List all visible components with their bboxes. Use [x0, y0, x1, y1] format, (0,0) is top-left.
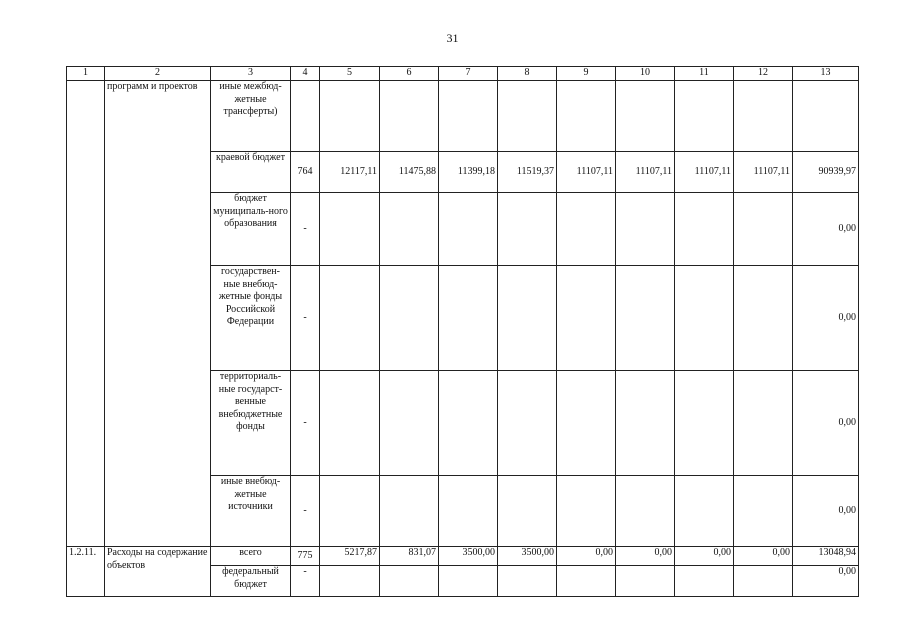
column-header: 4 [291, 67, 320, 81]
column-header: 8 [498, 67, 557, 81]
value-cell [557, 266, 616, 371]
value-cell [734, 476, 793, 547]
value-cell [675, 81, 734, 152]
code-cell [291, 81, 320, 152]
total-cell: 0,00 [793, 566, 859, 597]
column-header: 10 [616, 67, 675, 81]
value-cell [320, 566, 380, 597]
value-cell [734, 193, 793, 266]
column-header: 2 [105, 67, 211, 81]
value-cell [734, 266, 793, 371]
value-cell: 11107,11 [557, 152, 616, 193]
value-cell: 12117,11 [320, 152, 380, 193]
column-header: 1 [67, 67, 105, 81]
column-header: 9 [557, 67, 616, 81]
value-cell: 11107,11 [734, 152, 793, 193]
total-cell: 0,00 [793, 193, 859, 266]
value-cell: 0,00 [675, 547, 734, 566]
total-cell: 13048,94 [793, 547, 859, 566]
page-number: 31 [446, 31, 459, 45]
value-cell [439, 476, 498, 547]
value-cell [616, 566, 675, 597]
value-cell: 3500,00 [439, 547, 498, 566]
code-cell: 775 [291, 547, 320, 566]
column-header: 11 [675, 67, 734, 81]
value-cell [320, 476, 380, 547]
value-cell [380, 193, 439, 266]
column-header: 13 [793, 67, 859, 81]
value-cell [439, 371, 498, 476]
column-header: 12 [734, 67, 793, 81]
value-cell: 11519,37 [498, 152, 557, 193]
total-cell: 90939,97 [793, 152, 859, 193]
table-row [67, 81, 859, 152]
value-cell [498, 566, 557, 597]
funding-source-cell: федеральный бюджет [211, 566, 291, 597]
funding-source-cell: территориаль-ные государст-венные внебюджетные фонды [211, 371, 291, 476]
value-cell [616, 476, 675, 547]
table-row [67, 547, 859, 566]
value-cell: 11475,88 [380, 152, 439, 193]
value-cell [557, 476, 616, 547]
value-cell [320, 371, 380, 476]
total-cell: 0,00 [793, 266, 859, 371]
code-cell: - [291, 566, 320, 597]
item-code-cell [67, 81, 105, 547]
value-cell [439, 266, 498, 371]
value-cell [557, 566, 616, 597]
funding-source-cell: иные внебюд-жетные источники [211, 476, 291, 547]
value-cell [320, 266, 380, 371]
value-cell [439, 193, 498, 266]
total-cell: 0,00 [793, 371, 859, 476]
value-cell: 11399,18 [439, 152, 498, 193]
column-header: 3 [211, 67, 291, 81]
value-cell [498, 81, 557, 152]
value-cell [616, 81, 675, 152]
funding-source-cell: государствен-ные внебюд-жетные фонды Российской Федерации [211, 266, 291, 371]
value-cell [734, 81, 793, 152]
item-name-cell: Расходы на содержание объектов [105, 547, 211, 597]
column-header: 5 [320, 67, 380, 81]
value-cell [675, 476, 734, 547]
value-cell [320, 81, 380, 152]
code-cell: - [291, 476, 320, 547]
funding-source-cell: бюджет муниципаль-ного образования [211, 193, 291, 266]
item-name-cell: программ и проектов [105, 81, 211, 547]
value-cell [675, 371, 734, 476]
value-cell [380, 476, 439, 547]
item-code-cell: 1.2.11. [67, 547, 105, 597]
value-cell: 11107,11 [616, 152, 675, 193]
column-header: 7 [439, 67, 498, 81]
total-cell: 0,00 [793, 476, 859, 547]
value-cell [734, 371, 793, 476]
code-cell: 764 [291, 152, 320, 193]
value-cell [616, 266, 675, 371]
value-cell [675, 193, 734, 266]
value-cell [498, 193, 557, 266]
value-cell: 5217,87 [320, 547, 380, 566]
value-cell: 0,00 [616, 547, 675, 566]
value-cell [616, 193, 675, 266]
value-cell [734, 566, 793, 597]
value-cell [380, 371, 439, 476]
funding-source-cell: всего [211, 547, 291, 566]
value-cell: 3500,00 [498, 547, 557, 566]
value-cell: 11107,11 [675, 152, 734, 193]
value-cell: 0,00 [734, 547, 793, 566]
value-cell [616, 371, 675, 476]
funding-source-cell: краевой бюджет [211, 152, 291, 193]
budget-table [66, 66, 859, 597]
value-cell [320, 193, 380, 266]
column-number-row [67, 67, 859, 81]
value-cell [557, 371, 616, 476]
value-cell [675, 566, 734, 597]
value-cell [557, 193, 616, 266]
value-cell [498, 476, 557, 547]
value-cell [498, 266, 557, 371]
value-cell: 0,00 [557, 547, 616, 566]
code-cell: - [291, 371, 320, 476]
value-cell [380, 81, 439, 152]
code-cell: - [291, 193, 320, 266]
value-cell [675, 266, 734, 371]
value-cell: 831,07 [380, 547, 439, 566]
value-cell [439, 566, 498, 597]
value-cell [380, 566, 439, 597]
value-cell [439, 81, 498, 152]
funding-source-cell: иные межбюд-жетные трансферты) [211, 81, 291, 152]
value-cell [557, 81, 616, 152]
total-cell [793, 81, 859, 152]
column-header: 6 [380, 67, 439, 81]
code-cell: - [291, 266, 320, 371]
value-cell [380, 266, 439, 371]
value-cell [498, 371, 557, 476]
